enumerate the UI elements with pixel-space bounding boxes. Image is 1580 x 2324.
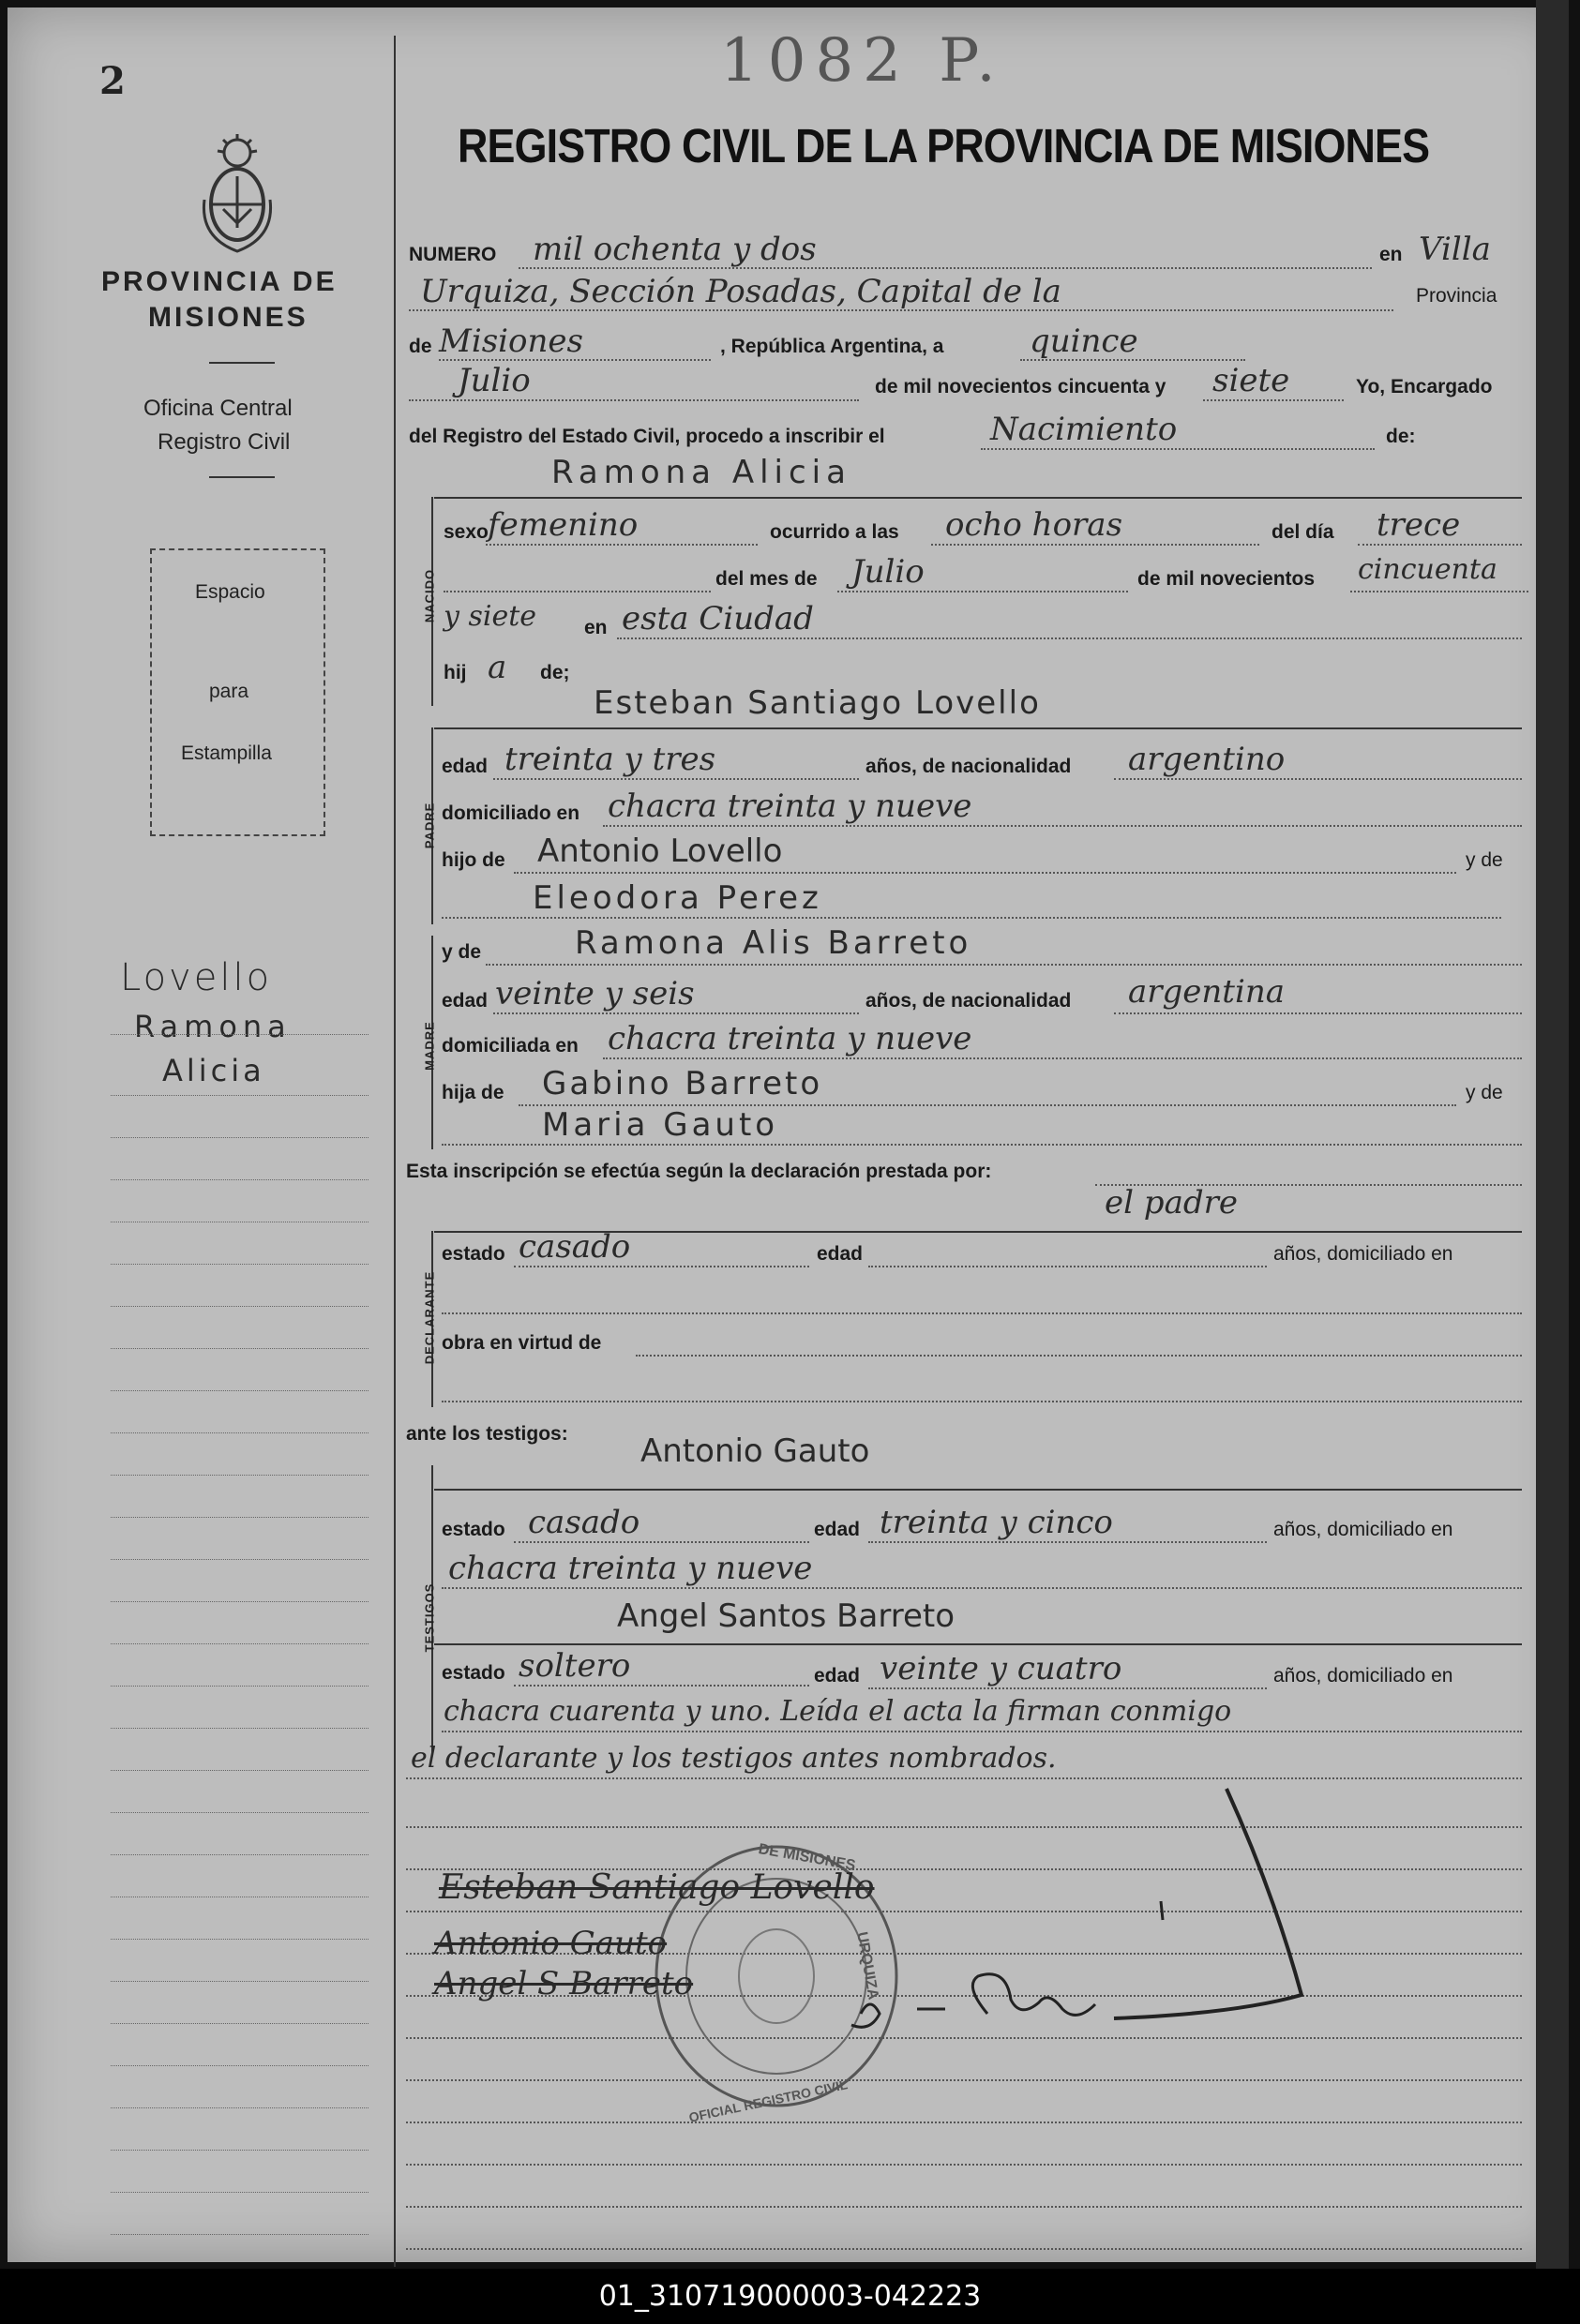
padre-padre: Antonio Lovello xyxy=(537,832,783,870)
officer-signature-icon xyxy=(833,1779,1358,2079)
en-label: en xyxy=(1379,244,1403,265)
office-name-2: Registro Civil xyxy=(158,429,291,455)
anio-reg-value: siete xyxy=(1212,362,1290,399)
padre-madre: Eleodora Perez xyxy=(533,879,822,917)
divider xyxy=(209,362,275,364)
t1-estado-label: estado xyxy=(442,1519,505,1540)
coat-of-arms-icon xyxy=(195,134,279,256)
archive-number: 1082 P. xyxy=(720,26,1005,96)
y-de-madre-label: y de xyxy=(1466,1082,1503,1103)
t2-estado-value: soltero xyxy=(519,1647,631,1685)
stamp-label-1: Espacio xyxy=(195,581,265,603)
anio-value: cincuenta xyxy=(1358,553,1497,586)
testigos-label: TESTIGOS xyxy=(422,1582,437,1653)
margin-surname: Lovello xyxy=(120,956,273,999)
t1-edad-label: edad xyxy=(814,1519,861,1540)
divider xyxy=(209,476,275,478)
de2-label: de; xyxy=(540,662,570,683)
edad-label: edad xyxy=(442,756,489,777)
mes-value: Julio xyxy=(851,553,925,591)
en-lugar-label: en xyxy=(584,617,608,638)
villa-value: Villa xyxy=(1419,231,1491,268)
de-label: de xyxy=(409,336,432,357)
signature-1: Esteban Santiago Lovello xyxy=(439,1868,875,1907)
office-name: Oficina Central xyxy=(143,396,293,421)
t2-anios-label: años, domiciliado en xyxy=(1273,1665,1453,1687)
hora-value: ocho horas xyxy=(945,506,1123,544)
t2-dom-value: chacra cuarenta y uno. Leída el acta la firman conmigo xyxy=(444,1695,1232,1728)
hija-de-label: hija de xyxy=(442,1082,504,1103)
acto-value: Nacimiento xyxy=(990,411,1178,448)
declaracion-label: Esta inscripción se efectúa según la declaración prestada por: xyxy=(406,1161,992,1182)
margin-name-2: Alicia xyxy=(162,1053,265,1088)
testigo1-name: Antonio Gauto xyxy=(640,1432,870,1470)
republica-label: , República Argentina, a xyxy=(720,336,944,357)
ocurrido-label: ocurrido a las xyxy=(770,521,899,543)
child-name: Ramona Alicia xyxy=(551,454,851,491)
padre-edad: treinta y tres xyxy=(504,741,716,778)
closing-text: el declarante y los testigos antes nombrados. xyxy=(411,1742,1057,1775)
t2-estado-label: estado xyxy=(442,1662,505,1684)
de-colon-label: de: xyxy=(1386,426,1416,447)
padre-nac: argentino xyxy=(1128,741,1286,778)
decl-estado-label: estado xyxy=(442,1243,505,1265)
t1-estado-value: casado xyxy=(528,1504,640,1541)
seal-ring-right: URQUIZA xyxy=(853,1930,881,2002)
stamp-label-2: para xyxy=(209,681,249,702)
image-id-footer: 01_310719000003-042223 xyxy=(0,2269,1580,2324)
madre-edad: veinte y seis xyxy=(495,975,695,1012)
testigo2-name: Angel Santos Barreto xyxy=(617,1597,956,1635)
province-name: PROVINCIA DE xyxy=(101,266,338,297)
madre-edad-label: edad xyxy=(442,990,489,1012)
document-page xyxy=(8,7,1569,2262)
madre-label: MADRE xyxy=(422,1021,437,1071)
sexo-value: femenino xyxy=(488,506,639,544)
margin-name-1: Ramona xyxy=(134,1009,292,1044)
domiciliada-label: domiciliada en xyxy=(442,1035,579,1057)
y-de-label: y de xyxy=(1466,849,1503,871)
madre-name: Ramona Alis Barreto xyxy=(575,924,972,962)
mes-reg-value: Julio xyxy=(458,362,531,399)
provincia-label: Provincia xyxy=(1416,285,1497,307)
dia-reg-value: quince xyxy=(1030,322,1138,360)
t1-anios-label: años, domiciliado en xyxy=(1273,1519,1453,1540)
seal-ring-bottom: OFICIAL REGISTRO CIVIL xyxy=(687,2077,850,2125)
padre-name: Esteban Santiago Lovello xyxy=(594,684,1041,722)
madre-anios-label: años, de nacionalidad xyxy=(865,990,1072,1012)
stamp-label-3: Estampilla xyxy=(181,742,272,764)
madre-padre: Gabino Barreto xyxy=(542,1065,823,1102)
page-title: REGISTRO CIVIL DE LA PROVINCIA DE MISIONES xyxy=(458,119,1430,172)
t2-edad-label: edad xyxy=(814,1665,861,1687)
t2-edad-value: veinte y cuatro xyxy=(880,1650,1122,1687)
dia-value: trece xyxy=(1377,506,1461,544)
yo-encargado-label: Yo, Encargado xyxy=(1356,376,1493,397)
provincia-value: Misiones xyxy=(439,322,583,360)
declarante-value: el padre xyxy=(1105,1184,1238,1222)
margin-rule xyxy=(394,36,396,2267)
province-name-2: MISIONES xyxy=(148,302,308,333)
anios-nac-label: años, de nacionalidad xyxy=(865,756,1072,777)
madre-madre: Maria Gauto xyxy=(542,1106,779,1144)
de-mil-label: de mil novecientos cincuenta y xyxy=(875,376,1166,397)
hij-label: hij xyxy=(444,662,467,683)
numero-value: mil ochenta y dos xyxy=(533,231,817,268)
page-number: 2 xyxy=(99,59,126,103)
signature-2: Antonio Gauto xyxy=(434,1925,668,1962)
y-de2-label: y de xyxy=(442,941,482,963)
decl-anios-label: años, domiciliado en xyxy=(1273,1243,1453,1265)
decl-estado-value: casado xyxy=(519,1228,631,1266)
signature-3: Angel S Barreto xyxy=(434,1965,694,2002)
del-mes-label: del mes de xyxy=(715,568,818,590)
del-registro-label: del Registro del Estado Civil, procedo a inscribir el xyxy=(409,426,885,447)
hijo-de-label: hijo de xyxy=(442,849,505,871)
page-edge xyxy=(1536,0,1569,2269)
t1-edad-value: treinta y cinco xyxy=(880,1504,1113,1541)
sexo-label: sexo xyxy=(444,521,489,543)
t1-dom-value: chacra treinta y nueve xyxy=(448,1550,813,1587)
obra-label: obra en virtud de xyxy=(442,1332,602,1354)
padre-dom: chacra treinta y nueve xyxy=(608,787,972,825)
seal-ring-top: DE MISIONES xyxy=(757,1841,857,1874)
del-dia-label: del día xyxy=(1272,521,1334,543)
nacido-label: NACIDO xyxy=(422,568,437,623)
declarante-label: DECLARANTE xyxy=(422,1270,437,1365)
numero-label: NUMERO xyxy=(409,244,497,265)
de-mil2-label: de mil novecientos xyxy=(1137,568,1316,590)
anio2-value: y siete xyxy=(444,600,537,633)
hij-suffix: a xyxy=(488,649,507,686)
place-value: Urquiza, Sección Posadas, Capital de la xyxy=(420,273,1061,310)
ante-testigos-label: ante los testigos: xyxy=(406,1423,568,1445)
padre-label: PADRE xyxy=(422,802,437,849)
decl-edad-label: edad xyxy=(817,1243,864,1265)
madre-dom: chacra treinta y nueve xyxy=(608,1020,972,1057)
madre-nac: argentina xyxy=(1128,973,1286,1011)
domiciliado-label: domiciliado en xyxy=(442,802,580,824)
lugar-value: esta Ciudad xyxy=(622,600,814,637)
